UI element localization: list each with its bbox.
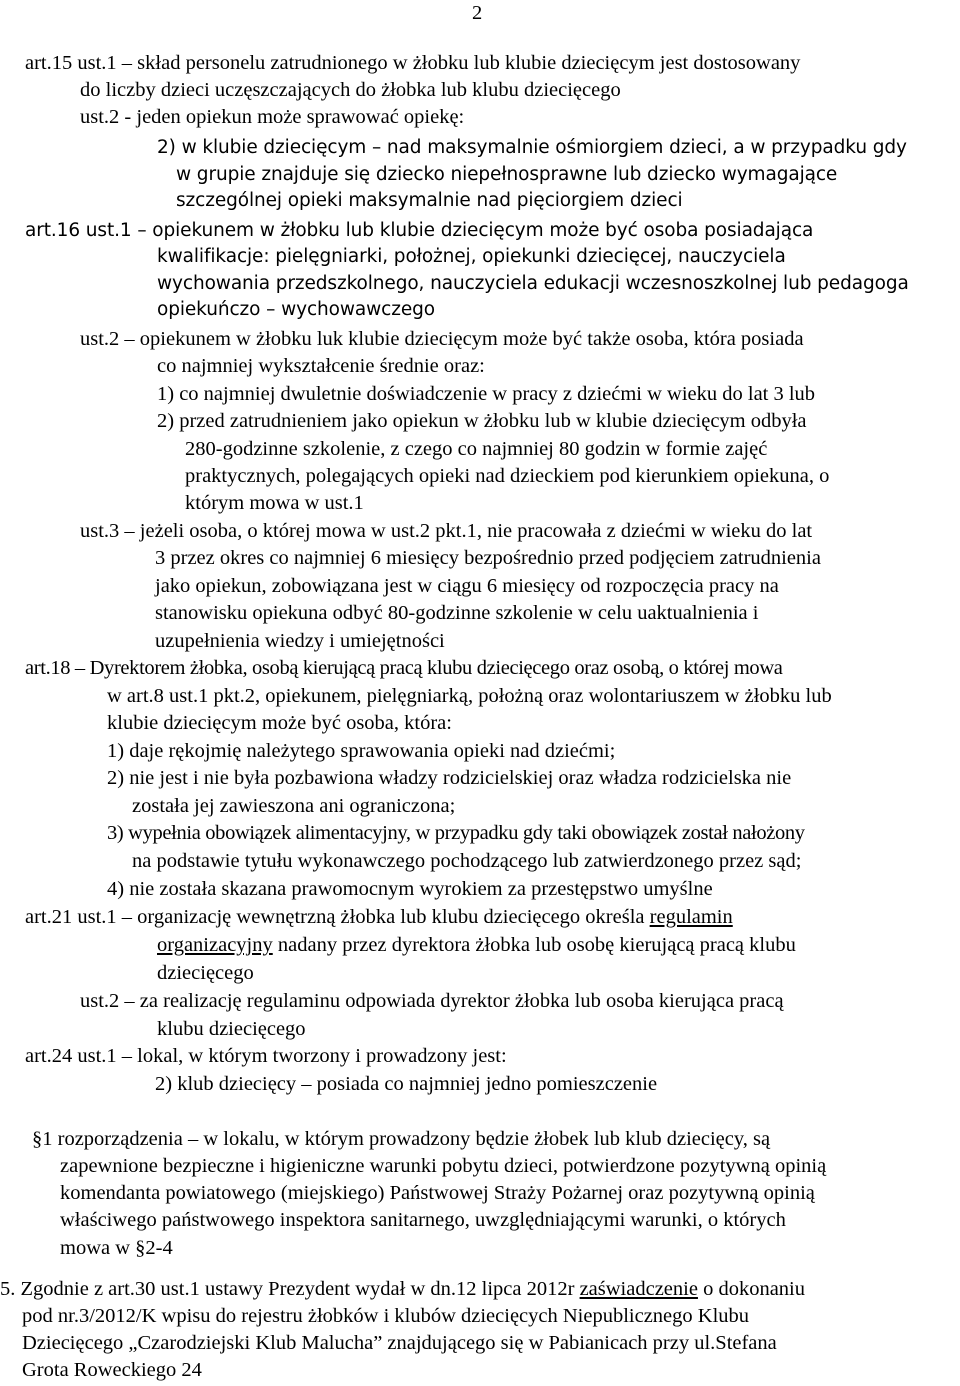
art18-line: 1) daje rękojmię należytego sprawowania opieki nad dziećmi; [107,740,616,762]
art16-line: jako opiekun, zobowiązana jest w ciągu 6 miesięcy od rozpoczęcia pracy na [155,575,779,597]
art15-line: art.15 ust.1 – skład personelu zatrudnionego w żłobku lub klubie dziecięcym jest dostosowany [25,52,801,74]
art18-line: 4) nie została skazana prawomocnym wyrokiem za przestępstwo umyślne [107,878,713,900]
page-number: 2 [472,2,483,24]
point5-text: o dokonaniu [697,1278,805,1300]
art16-line: 2) przed zatrudnieniem jako opiekun w żłobku lub w klubie dziecięcym odbyła [157,410,807,432]
art15-line: 2) w klubie dziecięcym – nad maksymalnie ośmiorgiem dzieci, a w przypadku gdy [157,137,907,158]
par1-line: §1 rozporządzenia – w lokalu, w którym prowadzony będzie żłobek lub klub dziecięcy, są [32,1128,771,1150]
point5-text: 5. Zgodnie z art.30 ust.1 ustawy Prezydent wydał w dn.12 lipca 2012r [0,1278,580,1300]
art15-line: do liczby dzieci uczęszczających do żłobka lub klubu dziecięcego [80,79,621,101]
art16-line: którym mowa w ust.1 [185,492,364,514]
art21-text: art.21 ust.1 – organizację wewnętrzną żłobka lub klubu dziecięcego określa [25,906,650,928]
art18-line: została jej zawieszona ani ograniczona; [132,795,456,817]
art21-text: nadany przez dyrektora żłobka lub osobę kierującą pracą klubu [272,934,796,956]
art24-line: art.24 ust.1 – lokal, w którym tworzony i prowadzony jest: [25,1045,507,1067]
art21-line [157,932,796,959]
point5-line: Dziecięcego „Czarodziejski Klub Malucha” znajdującego się w Pabianicach przy ul.Stefana [22,1332,777,1354]
art21-line: ust.2 – za realizację regulaminu odpowiada dyrektor żłobka lub osoba kierująca pracą [80,990,784,1012]
art16-line: ust.3 – jeżeli osoba, o której mowa w ust.2 pkt.1, nie pracowała z dziećmi w wieku do lat [80,520,813,542]
art16-line: kwalifikacje: pielęgniarki, położnej, opiekunki dziecięcej, nauczyciela [157,246,786,267]
art16-line: co najmniej wykształcenie średnie oraz: [157,355,485,377]
art15-line: ust.2 - jeden opiekun może sprawować opiekę: [80,106,465,128]
art18-line: na podstawie tytułu wykonawczego pochodzącego lub zatwierdzonego przez sąd; [132,850,802,872]
regulamin-link[interactable]: regulamin [649,906,733,928]
art16-line: uzupełnienia wiedzy i umiejętności [155,630,445,652]
organizacyjny-link[interactable]: organizacyjny [157,934,273,956]
art16-line: 1) co najmniej dwuletnie doświadczenie w pracy z dziećmi w wieku do lat 3 lub [157,383,816,405]
art21-line: dziecięcego [157,962,254,984]
art16-line: ust.2 – opiekunem w żłobku luk klubie dziecięcym może być także osoba, która posiada [80,328,804,350]
art16-line: wychowania przedszkolnego, nauczyciela edukacji wczesnoszkolnej lub pedagoga [157,273,909,294]
zaswiadczenie-link[interactable]: zaświadczenie [579,1278,698,1300]
par1-line: mowa w §2-4 [60,1237,173,1259]
art21-line [25,904,733,931]
art15-line: w grupie znajduje się dziecko niepełnosprawne lub dziecko wymagające [176,164,838,185]
art18-line: w art.8 ust.1 pkt.2, opiekunem, pielęgniarką, położną oraz wolontariuszem w żłobku lub [107,685,832,707]
art16-line: 3 przez okres co najmniej 6 miesięcy bezpośrednio przed podjęciem zatrudnienia [155,547,821,569]
point5-line: pod nr.3/2012/K wpisu do rejestru żłobków i klubów dziecięcych Niepublicznego Klubu [22,1305,750,1327]
art18-line: 3) wypełnia obowiązek alimentacyjny, w przypadku gdy taki obowiązek został nałożony [107,822,805,844]
art16-line: 280-godzinne szkolenie, z czego co najmniej 80 godzin w formie zajęć [185,438,768,460]
art16-line: praktycznych, polegających opieki nad dzieckiem pod kierunkiem opiekuna, o [185,465,830,487]
art24-line: 2) klub dziecięcy – posiada co najmniej jedno pomieszczenie [155,1073,658,1095]
par1-line: właściwego państwowego inspektora sanitarnego, uwzględniającymi warunki, o których [60,1209,786,1231]
art15-line: szczególnej opieki maksymalnie nad pięciorgiem dzieci [176,190,683,211]
art18-line: 2) nie jest i nie była pozbawiona władzy rodzicielskiej oraz władza rodzicielska nie [107,767,792,789]
point5-line [0,1276,805,1303]
art16-line: stanowisku opiekuna odbyć 80-godzinne szkolenie w celu uaktualnienia i [155,602,759,624]
art16-line: art.16 ust.1 – opiekunem w żłobku lub klubie dziecięcym może być osoba posiadająca [25,220,814,241]
art18-line: art.18 – Dyrektorem żłobka, osobą kierującą pracą klubu dziecięcego oraz osobą, o której mowa [25,657,783,679]
par1-line: zapewnione bezpieczne i higieniczne warunki pobytu dzieci, potwierdzone pozytywną opinią [60,1155,827,1177]
point5-line: Grota Roweckiego 24 [22,1359,202,1381]
par1-line: komendanta powiatowego (miejskiego) Państwowej Straży Pożarnej oraz pozytywną opinią [60,1182,815,1204]
art18-line: klubie dziecięcym może być osoba, która: [107,712,452,734]
art21-line: klubu dziecięcego [157,1018,306,1040]
art16-line: opiekuńczo – wychowawczego [157,299,436,320]
